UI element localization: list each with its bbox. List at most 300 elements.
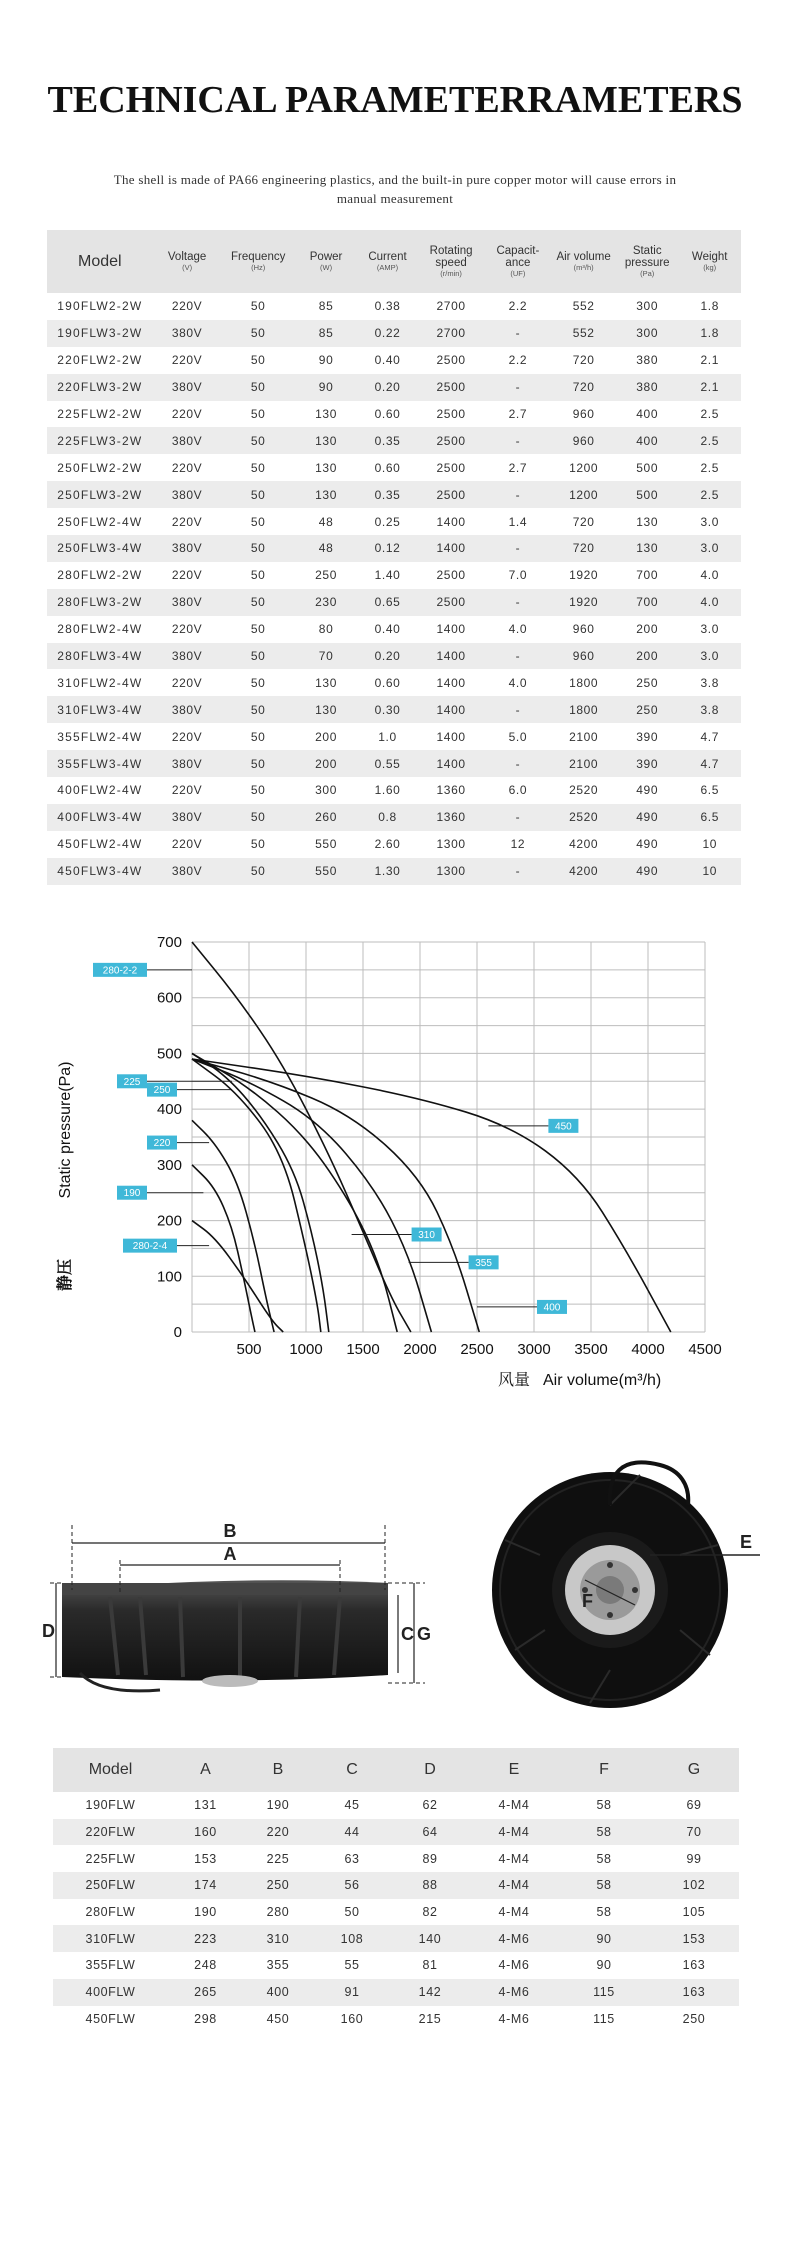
dimension-label-f: F <box>582 1591 593 1611</box>
dim-cell: 4-M4 <box>469 1819 559 1846</box>
param-cell: 390 <box>616 750 679 777</box>
param-table-row <box>47 320 741 347</box>
dim-cell: 90 <box>596 1958 612 1973</box>
y-axis-label-cn: 静压 <box>57 1258 74 1292</box>
param-cell: 4.0 <box>700 568 719 583</box>
model-cell: 310FLW3-4W <box>47 696 153 723</box>
param-table-row <box>47 481 741 508</box>
x-tick-label: 3000 <box>517 1341 551 1358</box>
dim-header-cell: E <box>469 1748 559 1792</box>
param-cell: 552 <box>551 320 616 347</box>
dim-cell: 142 <box>391 1979 469 2006</box>
model-cell: 220FLW <box>53 1819 168 1846</box>
param-cell: 0.38 <box>374 299 401 314</box>
param-cell: 550 <box>295 858 358 885</box>
param-cell: 380V <box>153 643 222 670</box>
param-cell: 552 <box>572 299 595 314</box>
param-header-label: Air volume <box>556 250 611 263</box>
param-cell: 50 <box>250 622 266 637</box>
y-tick-label: 100 <box>156 1268 182 1286</box>
param-cell: 200 <box>616 643 679 670</box>
param-cell: 0.60 <box>374 675 401 690</box>
model-cell: 280FLW3-2W <box>47 589 153 616</box>
param-cell: - <box>484 481 551 508</box>
dim-cell: 58 <box>559 1819 649 1846</box>
model-cell: 250FLW2-2W <box>57 460 143 475</box>
param-cell: 4.7 <box>700 729 719 744</box>
dim-cell: 89 <box>422 1851 438 1866</box>
dim-cell: 69 <box>686 1798 702 1813</box>
param-cell: 10 <box>678 858 741 885</box>
param-cell: 85 <box>318 299 334 314</box>
dimension-label-c: C <box>401 1624 414 1644</box>
dimension-table-header <box>53 1748 739 1792</box>
param-cell: 230 <box>295 589 358 616</box>
param-cell: 4200 <box>569 837 599 852</box>
dim-cell: 310 <box>243 1925 313 1952</box>
param-cell: - <box>484 696 551 723</box>
param-cell: 50 <box>250 568 266 583</box>
param-cell: - <box>484 750 551 777</box>
param-cell: 2.1 <box>678 374 741 401</box>
param-cell: 300 <box>616 320 679 347</box>
param-cell: 0.60 <box>374 460 401 475</box>
dim-cell: 400 <box>243 1979 313 2006</box>
param-header-cell <box>153 230 222 293</box>
param-cell: 0.35 <box>357 427 417 454</box>
param-cell: 960 <box>551 427 616 454</box>
param-cell: 720 <box>551 374 616 401</box>
param-cell: - <box>484 535 551 562</box>
dim-cell: 265 <box>168 1979 243 2006</box>
dim-cell: 250 <box>243 1872 313 1899</box>
param-table-row <box>47 723 741 750</box>
dim-cell: 140 <box>391 1925 469 1952</box>
param-cell: - <box>484 589 551 616</box>
param-cell: 700 <box>616 589 679 616</box>
series-tag-label: 450 <box>555 1121 572 1133</box>
param-cell: 3.0 <box>678 535 741 562</box>
dim-header-cell: G <box>649 1748 739 1792</box>
param-cell: 1.8 <box>678 320 741 347</box>
dim-table-row <box>53 2006 739 2033</box>
dim-table-row <box>53 1979 739 2006</box>
param-header-label: Rotating speed <box>429 244 473 269</box>
param-header-cell <box>484 230 551 293</box>
param-cell: 220V <box>171 353 203 368</box>
param-table-row <box>47 831 741 858</box>
dim-cell: 280 <box>266 1905 290 1920</box>
param-cell: 220V <box>171 460 203 475</box>
param-cell: 380 <box>616 374 679 401</box>
param-cell: 2500 <box>436 353 466 368</box>
x-tick-label: 4500 <box>688 1341 722 1358</box>
dim-cell: 248 <box>194 1958 217 1973</box>
param-cell: 1360 <box>418 804 485 831</box>
param-cell: 260 <box>295 804 358 831</box>
param-cell: 2500 <box>418 481 485 508</box>
param-cell: 380V <box>153 481 222 508</box>
param-header-label: Capacit-ance <box>496 244 540 269</box>
dim-cell: 58 <box>559 1872 649 1899</box>
dimension-label-a: A <box>223 1544 237 1564</box>
param-cell: 2500 <box>436 568 466 583</box>
param-cell: 3.8 <box>700 675 719 690</box>
param-cell: 1.60 <box>374 783 401 798</box>
param-cell: 220V <box>171 622 203 637</box>
param-cell: 220V <box>171 783 203 798</box>
param-cell: 4.0 <box>508 622 528 637</box>
performance-chart <box>40 930 740 1410</box>
dim-cell: 4-M4 <box>498 1851 530 1866</box>
param-cell: 10 <box>702 837 717 852</box>
param-cell: 1200 <box>569 460 599 475</box>
model-cell: 225FLW <box>85 1851 136 1866</box>
model-cell: 250FLW <box>53 1872 168 1899</box>
dim-cell: 4-M4 <box>469 1872 559 1899</box>
param-cell: 1400 <box>418 535 485 562</box>
param-cell: - <box>484 427 551 454</box>
x-tick-label: 1500 <box>346 1341 380 1358</box>
dimension-label-b: B <box>223 1521 237 1541</box>
model-cell: 355FLW <box>85 1958 136 1973</box>
param-table-row <box>47 347 741 374</box>
dim-cell: 190 <box>266 1798 290 1813</box>
param-cell: 390 <box>636 729 659 744</box>
param-cell: 380V <box>153 374 222 401</box>
param-cell: 1.0 <box>378 729 397 744</box>
dim-cell: 44 <box>313 1819 391 1846</box>
param-cell: 1300 <box>436 837 466 852</box>
param-cell: 220V <box>171 568 203 583</box>
param-cell: 3.0 <box>700 514 719 529</box>
series-line-355 <box>192 1059 431 1332</box>
dim-cell: 4-M6 <box>469 1925 559 1952</box>
model-cell: 450FLW <box>85 2011 136 2026</box>
dim-table-row <box>53 1899 739 1926</box>
param-cell: 48 <box>295 535 358 562</box>
dim-cell: 225 <box>266 1851 290 1866</box>
param-header-unit: (W) <box>320 262 333 272</box>
param-cell: 1400 <box>418 750 485 777</box>
param-header-cell <box>678 230 741 293</box>
dim-cell: 91 <box>313 1979 391 2006</box>
param-table-row <box>47 750 741 777</box>
param-cell: 130 <box>636 514 659 529</box>
param-cell: 1400 <box>436 675 466 690</box>
param-cell: 0.40 <box>374 622 401 637</box>
param-cell: 2520 <box>569 783 599 798</box>
param-cell: 50 <box>222 696 295 723</box>
param-cell: 90 <box>318 353 334 368</box>
dim-cell: 450 <box>266 2011 290 2026</box>
dim-cell: 153 <box>649 1925 739 1952</box>
dim-cell: 131 <box>194 1798 217 1813</box>
param-cell: 130 <box>315 407 337 421</box>
param-cell: 550 <box>315 837 337 852</box>
param-cell: 3.0 <box>678 643 741 670</box>
param-header-unit: (UF) <box>510 268 526 278</box>
param-cell: 1920 <box>551 589 616 616</box>
param-cell: 3.0 <box>700 622 719 637</box>
dim-cell: 58 <box>596 1851 612 1866</box>
dimension-label-d: D <box>42 1621 55 1641</box>
param-cell: 380 <box>636 353 659 368</box>
model-cell: 280FLW3-4W <box>47 643 153 670</box>
dim-cell: 298 <box>194 2011 217 2026</box>
y-tick-label: 200 <box>156 1212 182 1230</box>
param-cell: 1360 <box>436 783 466 798</box>
model-cell: 250FLW2-4W <box>57 514 143 529</box>
param-cell: 380V <box>153 750 222 777</box>
param-cell: 380V <box>153 696 222 723</box>
dim-table-row <box>53 1792 739 1819</box>
param-header-unit: (Hz) <box>251 262 266 272</box>
param-cell: 960 <box>551 643 616 670</box>
dim-cell: 50 <box>344 1905 360 1920</box>
param-cell: 2500 <box>418 427 485 454</box>
param-cell: 50 <box>250 407 266 421</box>
dim-cell: 55 <box>344 1958 360 1973</box>
param-cell: 960 <box>572 622 595 637</box>
series-line-220 <box>192 1120 274 1332</box>
param-cell: 720 <box>572 353 595 368</box>
param-cell: 2.7 <box>508 460 528 475</box>
model-cell: 450FLW3-4W <box>47 858 153 885</box>
dim-table-row <box>53 1925 739 1952</box>
param-cell: 400 <box>616 427 679 454</box>
dim-cell: 4-M4 <box>498 1798 530 1813</box>
param-header-label: Weight <box>691 250 728 263</box>
param-cell: 2.2 <box>508 299 528 314</box>
param-cell: 50 <box>250 783 266 798</box>
param-cell: 0.40 <box>374 353 401 368</box>
param-table-row <box>47 535 741 562</box>
series-tag-label: 355 <box>475 1257 492 1269</box>
param-header-unit: (m³/h) <box>573 262 594 272</box>
param-cell: 50 <box>222 535 295 562</box>
param-cell: 85 <box>295 320 358 347</box>
param-cell: 4.0 <box>508 675 528 690</box>
param-cell: 7.0 <box>508 568 528 583</box>
param-cell: 300 <box>315 783 337 798</box>
param-cell: 720 <box>572 514 595 529</box>
dim-cell: 4-M4 <box>498 1905 530 1920</box>
dim-cell: 215 <box>418 2011 442 2026</box>
fan-front-view-image <box>490 1445 790 1735</box>
param-cell: 0.20 <box>357 374 417 401</box>
y-tick-label: 0 <box>173 1324 182 1341</box>
model-cell: 355FLW2-4W <box>57 729 143 744</box>
model-cell: 400FLW2-4W <box>57 783 143 798</box>
param-cell: 4.0 <box>678 589 741 616</box>
param-table-row <box>47 643 741 670</box>
dim-header-cell: B <box>243 1748 313 1792</box>
param-cell: 1400 <box>436 622 466 637</box>
param-cell: 50 <box>222 427 295 454</box>
param-cell: 50 <box>222 643 295 670</box>
param-cell: 0.8 <box>357 804 417 831</box>
model-cell: 220FLW2-2W <box>57 353 143 368</box>
param-cell: 1.40 <box>374 568 401 583</box>
param-cell: 2500 <box>436 460 466 475</box>
param-cell: 490 <box>616 804 679 831</box>
param-cell: 1300 <box>418 858 485 885</box>
parameter-table <box>47 230 741 885</box>
param-cell: 50 <box>222 481 295 508</box>
param-cell: 0.22 <box>357 320 417 347</box>
dim-cell: 81 <box>422 1958 438 1973</box>
param-table-row <box>47 589 741 616</box>
param-header-unit: (AMP) <box>376 262 399 272</box>
param-cell: 130 <box>295 696 358 723</box>
param-cell: 380V <box>153 589 222 616</box>
param-cell: 220V <box>171 514 203 529</box>
param-table-row <box>47 401 741 428</box>
dim-cell: 250 <box>682 2011 706 2026</box>
param-cell: 2500 <box>418 374 485 401</box>
param-cell: 0.12 <box>357 535 417 562</box>
param-header-cell <box>47 230 153 293</box>
param-cell: 2520 <box>551 804 616 831</box>
series-tag-label: 400 <box>543 1302 561 1314</box>
model-cell: 190FLW <box>85 1798 136 1813</box>
x-tick-label: 2000 <box>403 1341 437 1358</box>
param-header-label: Power <box>309 250 343 263</box>
model-cell: 190FLW3-2W <box>47 320 153 347</box>
dim-table-row <box>53 1845 739 1872</box>
param-cell: 130 <box>315 460 337 475</box>
param-cell: 1400 <box>436 729 466 744</box>
x-axis-label: Air volume(m³/h) <box>543 1372 662 1389</box>
param-header-unit: (kg) <box>703 262 717 272</box>
param-cell: 960 <box>572 407 595 421</box>
param-cell: 380V <box>153 858 222 885</box>
param-header-cell <box>418 230 485 293</box>
param-cell: 2100 <box>551 750 616 777</box>
param-cell: 1400 <box>436 514 466 529</box>
performance-chart-svg <box>40 930 740 1410</box>
param-cell: 130 <box>295 427 358 454</box>
model-cell: 220FLW3-2W <box>47 374 153 401</box>
dim-cell: 160 <box>340 2011 364 2026</box>
page-subtitle: The shell is made of PA66 engineering plastics, and the built-in pure copper motor will cause errors in manual measurement <box>113 172 677 206</box>
dim-cell: 4-M6 <box>498 2011 530 2026</box>
model-cell: 310FLW2-4W <box>57 675 143 690</box>
param-cell: 2100 <box>569 729 599 744</box>
dim-cell: 174 <box>168 1872 243 1899</box>
dimension-label-e: E <box>740 1532 753 1552</box>
param-cell: 0.25 <box>374 514 401 529</box>
param-cell: 2700 <box>436 299 466 314</box>
param-cell: 220V <box>171 837 203 852</box>
x-axis-label-cn: 风量 <box>497 1372 530 1389</box>
param-cell: 80 <box>318 622 334 637</box>
param-cell: 200 <box>315 729 337 744</box>
param-cell: 1.30 <box>357 858 417 885</box>
model-cell: 280FLW2-4W <box>57 622 143 637</box>
series-tag-label: 190 <box>123 1188 141 1200</box>
dim-cell: 163 <box>649 1979 739 2006</box>
dim-cell: 115 <box>559 1979 649 2006</box>
x-tick-label: 4000 <box>631 1341 665 1358</box>
param-cell: 50 <box>222 374 295 401</box>
param-cell: 720 <box>551 535 616 562</box>
dim-cell: 45 <box>344 1798 360 1813</box>
param-cell: 2700 <box>418 320 485 347</box>
param-header-cell <box>551 230 616 293</box>
model-cell: 355FLW3-4W <box>47 750 153 777</box>
param-cell: 50 <box>222 320 295 347</box>
dim-table-row <box>53 1952 739 1979</box>
y-tick-label: 700 <box>156 934 182 951</box>
series-tag-label: 250 <box>153 1085 171 1097</box>
param-header-cell <box>222 230 295 293</box>
param-cell: 220V <box>171 299 203 314</box>
param-cell: 1920 <box>569 568 599 583</box>
y-tick-label: 500 <box>156 1045 182 1063</box>
param-table-row <box>47 374 741 401</box>
x-tick-label: 500 <box>236 1341 262 1358</box>
param-cell: - <box>484 320 551 347</box>
model-cell: 280FLW <box>85 1905 136 1920</box>
param-header-unit: (Pa) <box>640 268 655 278</box>
x-tick-label: 3500 <box>574 1341 608 1358</box>
dimension-label-g: G <box>417 1624 432 1644</box>
model-cell: 450FLW2-4W <box>57 837 143 852</box>
param-table-row <box>47 562 741 589</box>
param-cell: 1200 <box>551 481 616 508</box>
param-cell: 50 <box>250 514 266 529</box>
param-table-row <box>47 508 741 535</box>
series-tag-label: 220 <box>153 1138 171 1150</box>
param-cell: 300 <box>636 299 659 314</box>
param-header-label: Static pressure <box>624 244 670 269</box>
dim-header-cell: D <box>391 1748 469 1792</box>
dim-cell: 160 <box>168 1819 243 1846</box>
dim-cell: 56 <box>313 1872 391 1899</box>
param-cell: 0.20 <box>357 643 417 670</box>
param-cell: 250 <box>616 696 679 723</box>
dim-cell: 62 <box>422 1798 438 1813</box>
param-cell: 0.30 <box>357 696 417 723</box>
dim-header-cell: F <box>559 1748 649 1792</box>
param-cell: 1400 <box>418 696 485 723</box>
param-cell: 50 <box>250 729 266 744</box>
dim-table-row <box>53 1819 739 1846</box>
param-cell: 1.8 <box>700 299 719 314</box>
dim-header-cell: A <box>168 1748 243 1792</box>
param-cell: 380V <box>153 320 222 347</box>
dim-cell: 115 <box>593 2011 615 2026</box>
dim-cell: 70 <box>649 1819 739 1846</box>
param-cell: 130 <box>616 535 679 562</box>
param-cell: 6.5 <box>700 783 719 798</box>
parameter-table-header <box>47 230 741 293</box>
param-cell: 490 <box>616 858 679 885</box>
series-tag-label: 280-2-2 <box>102 965 138 977</box>
param-header-label: Model <box>78 252 122 270</box>
y-tick-label: 400 <box>156 1101 182 1119</box>
param-cell: 1.4 <box>508 514 528 529</box>
y-tick-label: 300 <box>156 1156 182 1174</box>
param-cell: 490 <box>636 783 659 798</box>
param-cell: 380V <box>153 427 222 454</box>
param-cell: 2.7 <box>508 407 528 421</box>
param-header-unit: (V) <box>182 262 193 272</box>
param-cell: 6.5 <box>678 804 741 831</box>
param-cell: 50 <box>250 353 266 368</box>
